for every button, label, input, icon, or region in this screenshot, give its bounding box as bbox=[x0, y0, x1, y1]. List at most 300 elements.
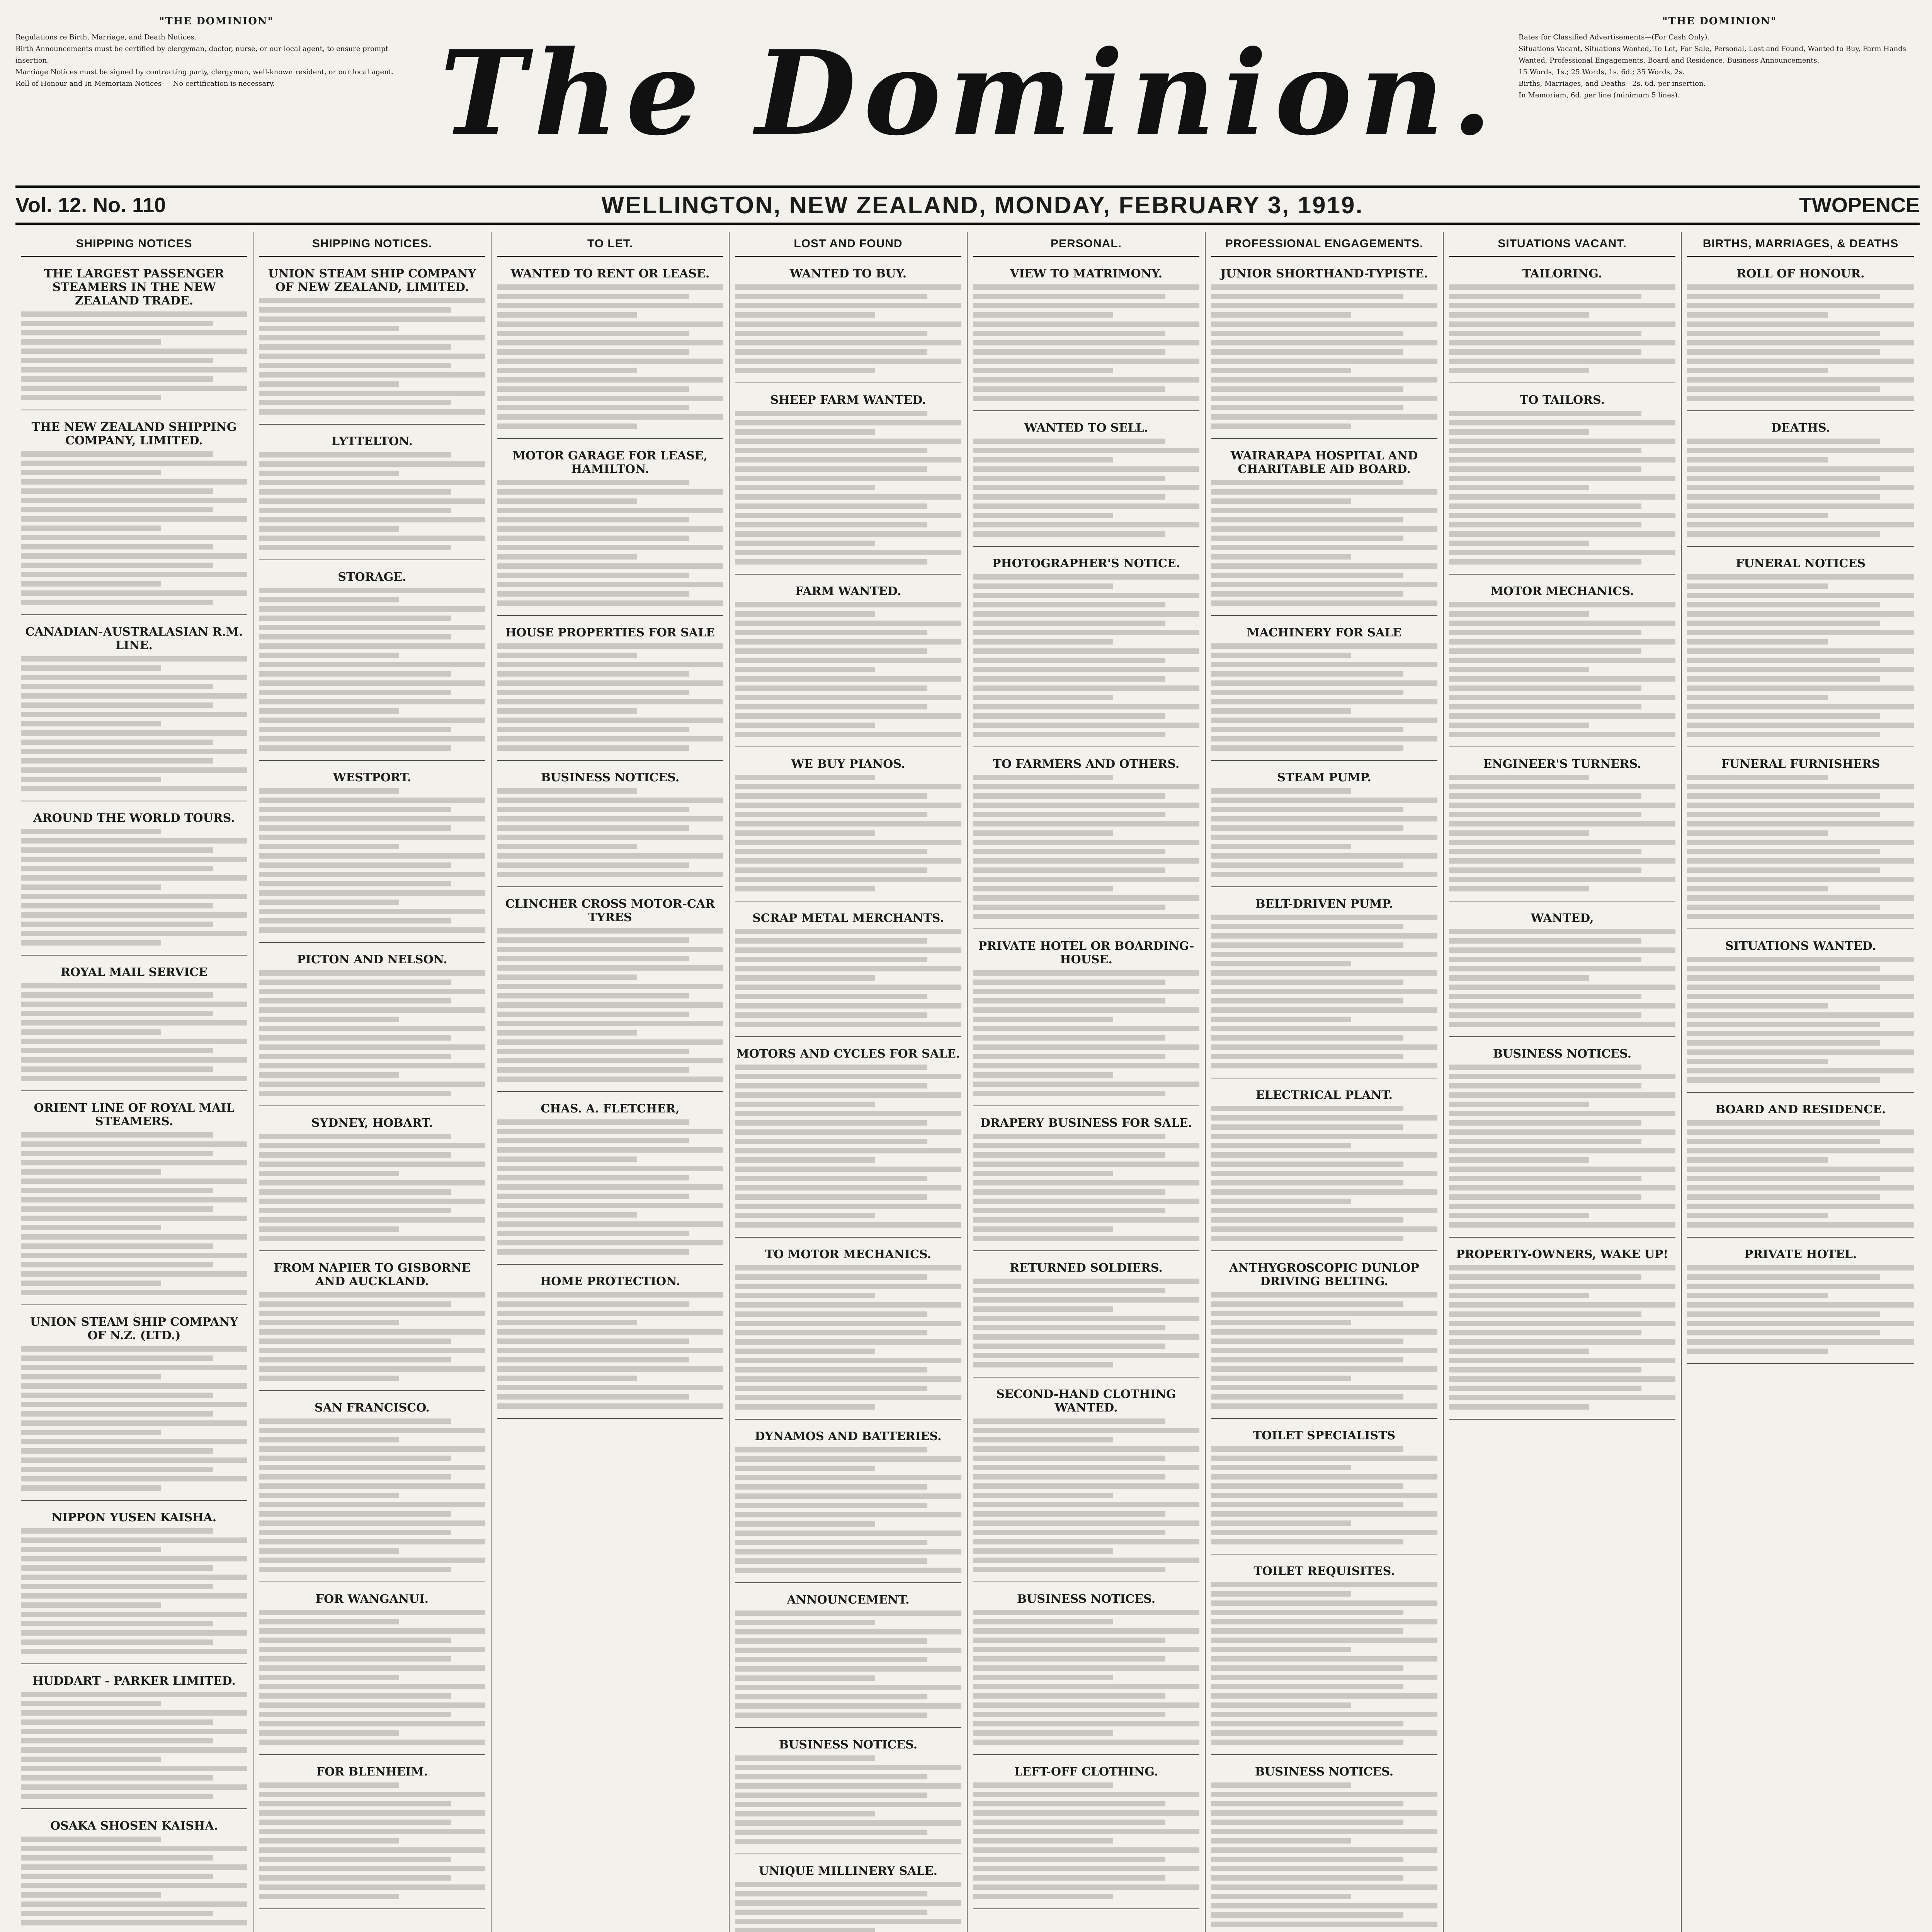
body-text-placeholder bbox=[1449, 1204, 1675, 1209]
right-ear-line: Rates for Classified Advertisements—(For Cash Only). bbox=[1519, 33, 1710, 41]
body-text-placeholder bbox=[497, 1203, 723, 1208]
body-text-placeholder bbox=[1687, 1012, 1914, 1018]
body-text-placeholder bbox=[1687, 294, 1880, 299]
body-text-placeholder bbox=[259, 1044, 485, 1050]
body-text-placeholder bbox=[1211, 1474, 1437, 1480]
body-text-placeholder bbox=[973, 905, 1165, 910]
body-text-placeholder bbox=[973, 1493, 1113, 1498]
body-text-placeholder bbox=[21, 721, 161, 726]
body-text-placeholder bbox=[259, 1418, 451, 1424]
body-text-placeholder bbox=[497, 1030, 637, 1036]
body-text-placeholder bbox=[497, 736, 723, 742]
body-text-placeholder bbox=[973, 1316, 1199, 1321]
body-text-placeholder bbox=[1687, 1176, 1880, 1181]
body-text-placeholder bbox=[973, 1226, 1113, 1232]
body-text-placeholder bbox=[21, 1701, 161, 1706]
body-text-placeholder bbox=[973, 877, 1199, 882]
body-text-placeholder bbox=[1211, 1446, 1403, 1452]
left-ear-line: Regulations re Birth, Marriage, and Death Notices. bbox=[15, 33, 197, 41]
body-text-placeholder bbox=[1687, 476, 1880, 481]
body-text-placeholder bbox=[973, 1675, 1113, 1680]
advertisement-heading: CLINCHER CROSS MOTOR-CAR TYRES bbox=[505, 897, 715, 924]
advertisement-divider bbox=[259, 760, 485, 761]
body-text-placeholder bbox=[1211, 1693, 1437, 1699]
body-text-placeholder bbox=[1449, 368, 1589, 373]
advertisement-divider bbox=[1211, 615, 1437, 616]
body-text-placeholder bbox=[1211, 1403, 1437, 1409]
body-text-placeholder bbox=[1687, 1077, 1880, 1083]
body-text-placeholder bbox=[735, 1213, 875, 1218]
body-text-placeholder bbox=[259, 1035, 451, 1041]
body-text-placeholder bbox=[1449, 957, 1641, 962]
advertisement-heading: HUDDART - PARKER LIMITED. bbox=[32, 1674, 236, 1688]
body-text-placeholder bbox=[1449, 466, 1641, 472]
body-text-placeholder bbox=[21, 535, 247, 540]
newspaper-title: The Dominion. bbox=[440, 24, 1500, 161]
body-text-placeholder bbox=[1687, 1129, 1914, 1135]
body-text-placeholder bbox=[973, 1782, 1113, 1788]
body-text-placeholder bbox=[259, 1329, 485, 1335]
body-text-placeholder bbox=[735, 531, 961, 537]
body-text-placeholder bbox=[259, 1628, 485, 1634]
body-text-placeholder bbox=[973, 1134, 1165, 1139]
body-text-placeholder bbox=[1449, 704, 1641, 709]
body-text-placeholder bbox=[259, 1567, 451, 1572]
body-text-placeholder bbox=[21, 376, 213, 382]
body-text-placeholder bbox=[1449, 1012, 1641, 1018]
body-text-placeholder bbox=[259, 1884, 485, 1890]
body-text-placeholder bbox=[21, 1402, 247, 1407]
body-text-placeholder bbox=[735, 284, 961, 290]
body-text-placeholder bbox=[259, 316, 485, 322]
body-text-placeholder bbox=[259, 1180, 485, 1185]
body-text-placeholder bbox=[1687, 685, 1914, 691]
body-text-placeholder bbox=[1449, 294, 1641, 299]
body-text-placeholder bbox=[973, 1483, 1199, 1489]
body-text-placeholder bbox=[21, 829, 161, 834]
body-text-placeholder bbox=[1211, 368, 1351, 373]
body-text-placeholder bbox=[21, 451, 213, 457]
body-text-placeholder bbox=[735, 830, 875, 836]
left-ear-body bbox=[15, 32, 417, 90]
advertisement-heading: MACHINERY FOR SALE bbox=[1247, 626, 1402, 639]
advertisement-divider bbox=[1687, 1092, 1914, 1093]
body-text-placeholder bbox=[973, 1353, 1199, 1358]
body-text-placeholder bbox=[259, 508, 451, 513]
body-text-placeholder bbox=[1449, 541, 1589, 546]
body-text-placeholder bbox=[1211, 998, 1403, 1003]
body-text-placeholder bbox=[973, 312, 1113, 318]
body-text-placeholder bbox=[1211, 1792, 1437, 1797]
body-text-placeholder bbox=[973, 1143, 1199, 1148]
body-text-placeholder bbox=[1211, 554, 1351, 560]
body-text-placeholder bbox=[259, 653, 399, 658]
body-text-placeholder bbox=[1687, 966, 1880, 971]
body-text-placeholder bbox=[735, 1284, 961, 1289]
advertisement-heading: PICTON AND NELSON. bbox=[297, 953, 447, 966]
body-text-placeholder bbox=[1211, 1922, 1437, 1927]
body-text-placeholder bbox=[735, 621, 961, 626]
body-text-placeholder bbox=[1211, 1357, 1403, 1362]
body-text-placeholder bbox=[1687, 513, 1828, 518]
body-text-placeholder bbox=[973, 1428, 1199, 1433]
body-text-placeholder bbox=[1687, 695, 1828, 700]
body-text-placeholder bbox=[973, 667, 1199, 672]
body-text-placeholder bbox=[1211, 1801, 1403, 1806]
body-text-placeholder bbox=[1211, 591, 1403, 597]
advertisement-heading: ELECTRICAL PLANT. bbox=[1256, 1088, 1393, 1102]
body-text-placeholder bbox=[1211, 1301, 1403, 1307]
advertisement-divider bbox=[259, 1250, 485, 1251]
body-text-placeholder bbox=[1211, 853, 1437, 859]
body-text-placeholder bbox=[259, 1782, 399, 1788]
advertisement-divider bbox=[497, 615, 723, 616]
body-text-placeholder bbox=[21, 903, 213, 908]
body-text-placeholder bbox=[259, 1208, 451, 1213]
body-text-placeholder bbox=[735, 368, 875, 373]
body-text-placeholder bbox=[259, 1483, 485, 1489]
advertisement-heading: STEAM PUMP. bbox=[1277, 771, 1371, 784]
body-text-placeholder bbox=[21, 1225, 161, 1230]
body-text-placeholder bbox=[1449, 513, 1675, 518]
body-text-placeholder bbox=[1211, 1199, 1351, 1204]
body-text-placeholder bbox=[1449, 630, 1641, 635]
body-text-placeholder bbox=[259, 606, 485, 612]
body-text-placeholder bbox=[497, 1147, 723, 1153]
body-text-placeholder bbox=[497, 368, 637, 373]
body-text-placeholder bbox=[21, 1374, 161, 1379]
body-text-placeholder bbox=[1211, 1820, 1403, 1825]
body-text-placeholder bbox=[1449, 359, 1675, 364]
body-text-placeholder bbox=[735, 1167, 961, 1172]
advertisement-heading: PHOTOGRAPHER'S NOTICE. bbox=[992, 557, 1180, 570]
body-text-placeholder bbox=[735, 975, 875, 981]
body-text-placeholder bbox=[259, 1320, 399, 1325]
advertisement-heading: SCRAP METAL MERCHANTS. bbox=[752, 912, 944, 925]
body-text-placeholder bbox=[1211, 480, 1403, 485]
body-text-placeholder bbox=[1211, 312, 1351, 318]
body-text-placeholder bbox=[973, 1693, 1165, 1699]
body-text-placeholder bbox=[497, 937, 689, 943]
body-text-placeholder bbox=[735, 1713, 927, 1718]
body-text-placeholder bbox=[735, 685, 927, 691]
body-text-placeholder bbox=[259, 344, 451, 350]
body-text-placeholder bbox=[21, 1747, 247, 1753]
body-text-placeholder bbox=[21, 1439, 247, 1444]
body-text-placeholder bbox=[259, 1456, 451, 1461]
body-text-placeholder bbox=[21, 321, 213, 326]
body-text-placeholder bbox=[21, 1430, 161, 1435]
body-text-placeholder bbox=[497, 1366, 723, 1372]
body-text-placeholder bbox=[735, 1358, 961, 1363]
body-text-placeholder bbox=[973, 1189, 1165, 1195]
body-text-placeholder bbox=[735, 858, 961, 864]
body-text-placeholder bbox=[497, 396, 723, 401]
body-text-placeholder bbox=[1211, 1054, 1403, 1059]
body-text-placeholder bbox=[735, 1065, 927, 1070]
body-text-placeholder bbox=[973, 1610, 1199, 1615]
body-text-placeholder bbox=[735, 732, 961, 737]
body-text-placeholder bbox=[1687, 1167, 1914, 1172]
body-text-placeholder bbox=[1449, 476, 1675, 481]
advertisement-heading: FUNERAL NOTICES bbox=[1736, 557, 1866, 570]
body-text-placeholder bbox=[259, 545, 451, 550]
body-text-placeholder bbox=[1687, 531, 1880, 537]
body-text-placeholder bbox=[735, 1648, 961, 1653]
advertisement-heading: CANADIAN-AUSTRALASIAN R.M. LINE. bbox=[25, 625, 243, 652]
body-text-placeholder bbox=[735, 1274, 927, 1280]
body-text-placeholder bbox=[259, 616, 451, 621]
body-text-placeholder bbox=[735, 1466, 875, 1471]
body-text-placeholder bbox=[21, 912, 247, 918]
body-text-placeholder bbox=[735, 466, 927, 472]
advertisement-heading: ENGINEER'S TURNERS. bbox=[1483, 757, 1641, 771]
body-text-placeholder bbox=[21, 1537, 247, 1543]
body-text-placeholder bbox=[973, 793, 1165, 799]
body-text-placeholder bbox=[1211, 942, 1403, 948]
body-text-placeholder bbox=[1687, 914, 1914, 919]
body-text-placeholder bbox=[497, 1292, 723, 1298]
body-text-placeholder bbox=[973, 1325, 1165, 1330]
body-text-placeholder bbox=[1449, 849, 1641, 854]
body-text-placeholder bbox=[21, 656, 247, 662]
body-text-placeholder bbox=[1211, 1366, 1437, 1372]
body-text-placeholder bbox=[259, 1474, 451, 1480]
body-text-placeholder bbox=[1687, 1049, 1914, 1055]
body-text-placeholder bbox=[735, 1503, 927, 1508]
body-text-placeholder bbox=[1449, 812, 1641, 817]
body-text-placeholder bbox=[21, 339, 161, 345]
body-text-placeholder bbox=[1211, 1502, 1403, 1507]
body-text-placeholder bbox=[1211, 1721, 1403, 1726]
advertisement-heading: MOTOR MECHANICS. bbox=[1490, 585, 1634, 598]
advertisement-divider bbox=[1449, 1036, 1675, 1037]
body-text-placeholder bbox=[21, 1420, 247, 1426]
body-text-placeholder bbox=[1687, 439, 1880, 444]
body-text-placeholder bbox=[1687, 994, 1914, 999]
body-text-placeholder bbox=[21, 1234, 247, 1240]
body-text-placeholder bbox=[1211, 1348, 1437, 1353]
body-text-placeholder bbox=[497, 662, 723, 667]
body-text-placeholder bbox=[973, 723, 1199, 728]
advertisement-heading: DEATHS. bbox=[1771, 421, 1830, 435]
body-text-placeholder bbox=[1687, 858, 1914, 864]
body-text-placeholder bbox=[1211, 396, 1437, 401]
body-text-placeholder bbox=[21, 1911, 213, 1916]
body-text-placeholder bbox=[1449, 929, 1675, 934]
advertisement-heading: BOARD AND RESIDENCE. bbox=[1715, 1103, 1886, 1116]
body-text-placeholder bbox=[1211, 359, 1437, 364]
advertisement-heading: TOILET SPECIALISTS bbox=[1253, 1429, 1396, 1442]
body-text-placeholder bbox=[973, 621, 1165, 626]
body-text-placeholder bbox=[973, 611, 1199, 617]
advertisement-divider bbox=[735, 1727, 961, 1728]
body-text-placeholder bbox=[1211, 1539, 1403, 1544]
body-text-placeholder bbox=[259, 671, 451, 677]
body-text-placeholder bbox=[1449, 1367, 1641, 1372]
body-text-placeholder bbox=[1687, 648, 1914, 654]
body-text-placeholder bbox=[973, 1044, 1199, 1050]
body-text-placeholder bbox=[973, 1334, 1199, 1340]
body-text-placeholder bbox=[259, 1134, 451, 1139]
body-text-placeholder bbox=[259, 326, 399, 331]
body-text-placeholder bbox=[497, 1212, 637, 1218]
body-text-placeholder bbox=[1211, 1385, 1437, 1390]
right-ear-line: Births, Marriages, and Deaths—2s. 6d. per insertion. bbox=[1519, 80, 1706, 88]
body-text-placeholder bbox=[1211, 1063, 1437, 1068]
body-text-placeholder bbox=[1687, 1339, 1914, 1345]
body-text-placeholder bbox=[21, 1476, 247, 1481]
body-text-placeholder bbox=[973, 1792, 1199, 1797]
body-text-placeholder bbox=[1211, 807, 1403, 812]
body-text-placeholder bbox=[735, 1512, 961, 1517]
body-text-placeholder bbox=[735, 1339, 961, 1345]
body-text-placeholder bbox=[21, 1355, 213, 1361]
body-text-placeholder bbox=[735, 420, 961, 425]
body-text-placeholder bbox=[21, 693, 247, 699]
body-text-placeholder bbox=[735, 1349, 875, 1354]
body-text-placeholder bbox=[21, 1692, 247, 1697]
body-text-placeholder bbox=[259, 1638, 451, 1643]
body-text-placeholder bbox=[21, 1262, 213, 1267]
right-ear-notice bbox=[1519, 15, 1920, 182]
body-text-placeholder bbox=[1449, 503, 1641, 509]
body-text-placeholder bbox=[1449, 420, 1675, 425]
body-text-placeholder bbox=[973, 821, 1199, 827]
body-text-placeholder bbox=[21, 1920, 247, 1925]
advertisement-divider bbox=[21, 1663, 247, 1664]
body-text-placeholder bbox=[259, 498, 485, 504]
body-text-placeholder bbox=[735, 1928, 875, 1932]
advertisement-divider bbox=[259, 424, 485, 425]
body-text-placeholder bbox=[973, 485, 1199, 490]
advertisement-divider bbox=[1687, 546, 1914, 547]
body-text-placeholder bbox=[973, 886, 1113, 891]
body-text-placeholder bbox=[21, 590, 247, 596]
body-text-placeholder bbox=[1211, 1493, 1437, 1498]
body-text-placeholder bbox=[973, 1208, 1165, 1213]
body-text-placeholder bbox=[735, 1330, 927, 1335]
body-text-placeholder bbox=[735, 867, 927, 873]
advertisement-heading: SYDNEY, HOBART. bbox=[311, 1116, 433, 1130]
body-text-placeholder bbox=[735, 1157, 875, 1163]
body-text-placeholder bbox=[259, 1647, 485, 1652]
body-text-placeholder bbox=[1687, 377, 1914, 383]
body-text-placeholder bbox=[1687, 821, 1914, 827]
advertisement-heading: FROM NAPIER TO GISBORNE AND AUCKLAND. bbox=[274, 1261, 471, 1288]
advertisement-heading: CHAS. A. FLETCHER, bbox=[541, 1102, 680, 1116]
body-text-placeholder bbox=[1449, 877, 1675, 882]
body-text-placeholder bbox=[735, 340, 961, 345]
body-text-placeholder bbox=[973, 1171, 1113, 1176]
body-text-placeholder bbox=[735, 849, 927, 854]
body-text-placeholder bbox=[1687, 1022, 1880, 1027]
body-text-placeholder bbox=[497, 862, 689, 868]
body-text-placeholder bbox=[735, 541, 875, 546]
body-text-placeholder bbox=[973, 1520, 1199, 1526]
body-text-placeholder bbox=[735, 1404, 875, 1410]
body-text-placeholder bbox=[973, 1072, 1113, 1078]
body-text-placeholder bbox=[21, 1547, 161, 1552]
column-1 bbox=[15, 232, 253, 1932]
body-text-placeholder bbox=[21, 1467, 213, 1472]
body-text-placeholder bbox=[1687, 386, 1880, 392]
body-text-placeholder bbox=[21, 758, 213, 764]
body-text-placeholder bbox=[735, 1148, 961, 1153]
body-text-placeholder bbox=[1211, 321, 1437, 327]
body-text-placeholder bbox=[21, 1011, 213, 1016]
body-text-placeholder bbox=[259, 1226, 399, 1232]
body-text-placeholder bbox=[497, 1329, 723, 1335]
body-text-placeholder bbox=[973, 1180, 1199, 1185]
advertisement-heading: ORIENT LINE OF ROYAL MAIL STEAMERS. bbox=[34, 1101, 235, 1128]
body-text-placeholder bbox=[497, 359, 723, 364]
body-text-placeholder bbox=[21, 386, 247, 391]
body-text-placeholder bbox=[973, 1702, 1199, 1708]
body-text-placeholder bbox=[21, 1775, 213, 1781]
body-text-placeholder bbox=[735, 877, 961, 882]
body-text-placeholder bbox=[1211, 1456, 1437, 1461]
body-text-placeholder bbox=[21, 922, 213, 927]
body-text-placeholder bbox=[21, 1528, 213, 1534]
body-text-placeholder bbox=[1449, 602, 1675, 607]
body-text-placeholder bbox=[1449, 713, 1675, 719]
body-text-placeholder bbox=[259, 1656, 451, 1662]
body-text-placeholder bbox=[259, 634, 451, 639]
body-text-placeholder bbox=[259, 335, 485, 340]
body-text-placeholder bbox=[497, 1012, 689, 1017]
body-text-placeholder bbox=[735, 1830, 927, 1835]
advertisement-heading: ANTHYGROSCOPIC DUNLOP DRIVING BELTING. bbox=[1229, 1261, 1419, 1288]
body-text-placeholder bbox=[259, 1740, 485, 1745]
body-text-placeholder bbox=[21, 1565, 213, 1571]
body-text-placeholder bbox=[1449, 1022, 1675, 1027]
body-text-placeholder bbox=[735, 1022, 961, 1027]
body-text-placeholder bbox=[259, 1520, 485, 1526]
body-text-placeholder bbox=[1449, 985, 1675, 990]
body-text-placeholder bbox=[735, 1675, 875, 1681]
body-text-placeholder bbox=[21, 1132, 213, 1138]
body-text-placeholder bbox=[21, 1846, 247, 1851]
column-heading: SHIPPING NOTICES. bbox=[259, 232, 485, 257]
body-text-placeholder bbox=[1687, 396, 1914, 401]
body-text-placeholder bbox=[497, 844, 637, 849]
body-text-placeholder bbox=[259, 699, 485, 704]
body-text-placeholder bbox=[21, 461, 247, 466]
body-text-placeholder bbox=[1211, 1134, 1437, 1139]
body-text-placeholder bbox=[259, 989, 485, 994]
body-text-placeholder bbox=[735, 1293, 875, 1298]
body-text-placeholder bbox=[1211, 862, 1403, 868]
body-text-placeholder bbox=[735, 1012, 927, 1018]
body-text-placeholder bbox=[21, 1757, 161, 1762]
body-text-placeholder bbox=[21, 983, 247, 988]
column-5 bbox=[968, 232, 1206, 1932]
body-text-placeholder bbox=[1449, 1003, 1675, 1009]
body-text-placeholder bbox=[259, 1548, 399, 1554]
body-text-placeholder bbox=[735, 695, 961, 700]
advertisement-heading: PRIVATE HOTEL OR BOARDING-HOUSE. bbox=[978, 939, 1194, 966]
column-heading: TO LET. bbox=[497, 232, 723, 257]
body-text-placeholder bbox=[21, 1160, 247, 1165]
body-text-placeholder bbox=[1449, 1395, 1675, 1400]
advertisement-heading: WESTPORT. bbox=[333, 771, 412, 784]
body-text-placeholder bbox=[1687, 667, 1914, 672]
masthead bbox=[433, 12, 1507, 174]
column-8 bbox=[1682, 232, 1920, 1932]
advertisement-heading: NIPPON YUSEN KAISHA. bbox=[51, 1511, 217, 1524]
volume-number: Vol. 12. No. 110 bbox=[15, 194, 166, 217]
